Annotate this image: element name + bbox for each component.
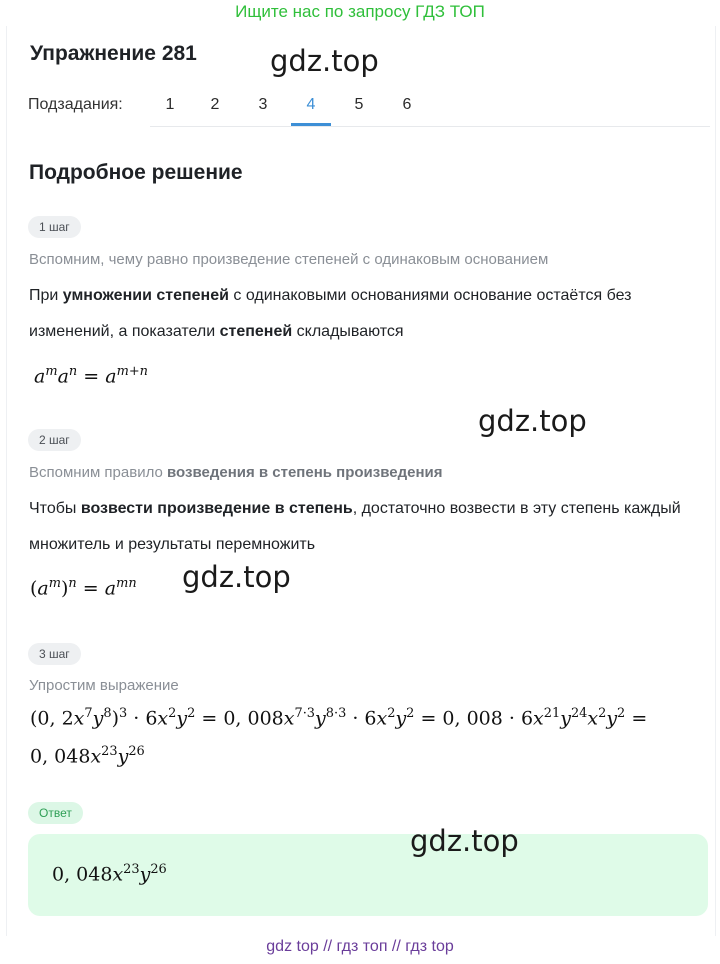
subtasks-label: Подзадания: [28, 96, 123, 113]
watermark: gdz.top [270, 44, 379, 78]
solution-heading: Подробное решение [29, 161, 243, 184]
watermark: gdz.top [182, 560, 291, 594]
tab-subtask-4[interactable]: 4 [306, 96, 316, 113]
tab-subtask-1[interactable]: 1 [165, 96, 175, 113]
step-text: Чтобы возвести произведение в степень, достаточно возвести в эту степень каждый множитель и результаты перемножить [29, 500, 681, 553]
step-hint: Упростим выражение [29, 677, 179, 694]
search-banner: Ищите нас по запросу ГДЗ ТОП [235, 2, 485, 21]
formula-simplification-line-2: 0, $048x^{23}y^{26}$ [30, 744, 145, 768]
step-badge: 2 шаг [28, 429, 81, 451]
tab-subtask-3[interactable]: 3 [258, 96, 268, 113]
active-tab-indicator [291, 123, 331, 126]
answer-badge: Ответ [28, 802, 83, 824]
watermark: gdz.top [478, 404, 587, 438]
answer-formula: 0, $048x^{23}y^{26}$ [52, 862, 167, 886]
tab-subtask-5[interactable]: 5 [354, 96, 364, 113]
footer-links[interactable]: gdz top // гдз топ // гдз top [266, 938, 454, 955]
watermark: gdz.top [410, 824, 519, 858]
tab-subtask-6[interactable]: 6 [402, 96, 412, 113]
subtask-tabs [150, 90, 710, 127]
formula-simplification-line-1: (0, $2x^7y^8)^3 \cdot 6x^2y^2 = 0$, $008x^{7\cdot 3}y^{8\cdot 3} \cdot 6x^2y^2 = 0$, $008 \cdot 6x^{21}y^{24}x^2y^2$ = [30, 706, 648, 730]
step-hint: Вспомним правило возведения в степень произведения [29, 464, 443, 481]
step-hint: Вспомним, чему равно произведение степеней с одинаковым основанием [29, 251, 549, 268]
formula-power-of-power: $(a^m)^n = a^{mn}$ [30, 576, 137, 600]
step-text: При умножении степеней с одинаковыми основаниями основание остаётся без изменений, а показатели степеней складываются [29, 287, 632, 340]
page-title: Упражнение 281 [30, 42, 197, 65]
tab-subtask-2[interactable]: 2 [210, 96, 220, 113]
step-badge: 3 шаг [28, 643, 81, 665]
step-badge: 1 шаг [28, 216, 81, 238]
formula-product-of-powers: $a^ma^n = a^{m+n}$ [34, 364, 148, 388]
